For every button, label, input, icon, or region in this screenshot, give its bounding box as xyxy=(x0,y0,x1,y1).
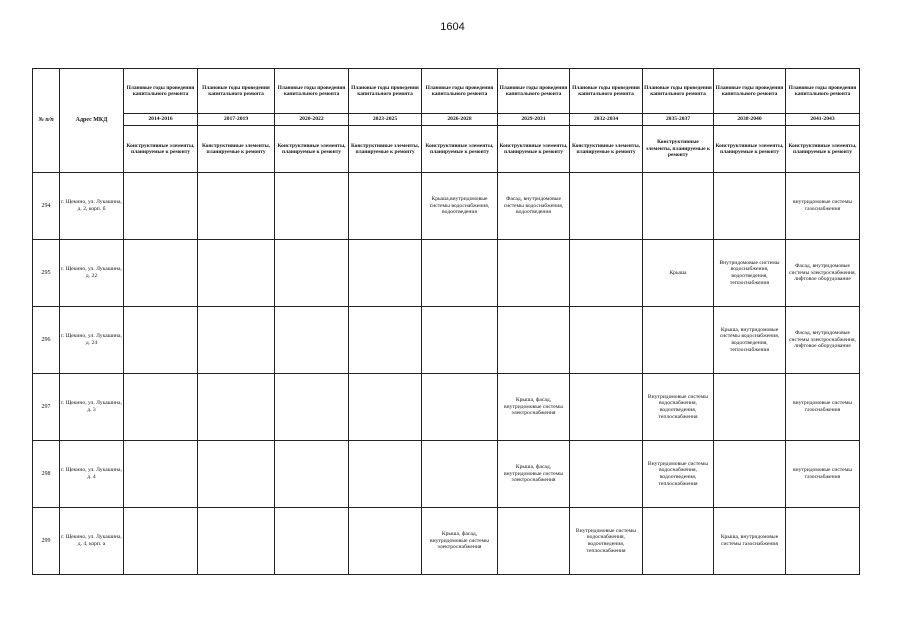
row-address: г. Щекино, ул. Лукашина, д. 4, корп. а xyxy=(60,508,124,575)
period-elements-label: Конструктивные элементы, планируемые к ремонту xyxy=(498,126,570,173)
column-header-address: Адрес МКД xyxy=(60,69,124,173)
planned-works-cell xyxy=(422,441,498,508)
planned-works-cell xyxy=(275,173,349,240)
period-title: Плановые годы проведения капитального ремонта xyxy=(786,69,860,114)
row-address: г. Щекино, ул. Лукашина, д. 22 xyxy=(60,240,124,307)
planned-works-cell xyxy=(124,508,198,575)
planned-works-cell xyxy=(422,374,498,441)
planned-works-cell: Фасад, внутридомовые системы электроснабжения, лифтовое оборудование xyxy=(786,240,860,307)
period-elements-label: Конструктивные элементы, планируемые к ремонту xyxy=(570,126,643,173)
period-years: 2035-2037 xyxy=(643,114,714,126)
planned-works-cell xyxy=(198,240,275,307)
planned-works-cell xyxy=(198,173,275,240)
row-address: г. Щекино, ул. Лукашина, д. 2, корп. б xyxy=(60,173,124,240)
planned-works-cell xyxy=(198,307,275,374)
planned-works-cell: Крыша, фасад, внутридомовые системы электроснабжения xyxy=(498,441,570,508)
planned-works-cell xyxy=(570,173,643,240)
row-address: г. Щекино, ул. Лукашина, д. 4 xyxy=(60,441,124,508)
planned-works-cell xyxy=(275,441,349,508)
planned-works-cell: Внутридомовые системы водоснабжения, водоотведения, теплоснабжения xyxy=(643,374,714,441)
planned-works-cell: Крыша, фасад, внутридомовые системы электроснабжения xyxy=(498,374,570,441)
table-row xyxy=(33,307,860,374)
planned-works-cell: Крыша xyxy=(643,240,714,307)
header-row-years xyxy=(33,114,860,126)
period-title: Плановые годы проведения капитального ремонта xyxy=(570,69,643,114)
planned-works-cell: Внутридомовые системы водоснабжения, водоотведения, теплоснабжения xyxy=(570,508,643,575)
planned-works-cell xyxy=(349,240,422,307)
planned-works-cell xyxy=(124,173,198,240)
planned-works-cell xyxy=(124,240,198,307)
row-number: 294 xyxy=(33,173,60,240)
planned-works-cell xyxy=(349,173,422,240)
period-title: Плановые годы проведения капитального ремонта xyxy=(124,69,198,114)
header-row-titles xyxy=(33,69,860,114)
period-title: Плановые годы проведения капитального ремонта xyxy=(422,69,498,114)
period-years: 2023-2025 xyxy=(349,114,422,126)
table-row xyxy=(33,374,860,441)
period-elements-label: Конструктивные элементы, планируемые к ремонту xyxy=(275,126,349,173)
planned-works-cell: Фасад, внутридомовые системы водоснабжения, водоотведения xyxy=(498,173,570,240)
row-number: 296 xyxy=(33,307,60,374)
planned-works-cell xyxy=(714,441,786,508)
period-years: 2014-2016 xyxy=(124,114,198,126)
period-years: 2032-2034 xyxy=(570,114,643,126)
planned-works-cell xyxy=(643,307,714,374)
row-number: 298 xyxy=(33,441,60,508)
page-number: 1604 xyxy=(440,21,465,33)
planned-works-cell: Крыша, фасад, внутридомовые системы электроснабжения xyxy=(422,508,498,575)
row-address: г. Щекино, ул. Лукашина, д. 3 xyxy=(60,374,124,441)
planned-works-cell: Фасад, внутридомовые системы электроснабжения, лифтовое оборудование xyxy=(786,307,860,374)
header-row-elements xyxy=(33,126,860,173)
planned-works-cell xyxy=(198,374,275,441)
period-title: Плановые годы проведения капитального ремонта xyxy=(498,69,570,114)
column-header-number: № п/п xyxy=(33,69,60,173)
period-elements-label: Конструктивные элементы, планируемые к ремонту xyxy=(422,126,498,173)
period-years: 2038-2040 xyxy=(714,114,786,126)
period-elements-label: Конструктивные элементы, планируемые к ремонту xyxy=(349,126,422,173)
planned-works-cell xyxy=(124,441,198,508)
planned-works-cell xyxy=(349,374,422,441)
table-row xyxy=(33,240,860,307)
planned-works-cell: Внутридомовые системы водоснабжения, водоотведения, теплоснабжения xyxy=(643,441,714,508)
capital-repair-table xyxy=(32,68,860,575)
row-number: 299 xyxy=(33,508,60,575)
planned-works-cell xyxy=(714,173,786,240)
table-row xyxy=(33,173,860,240)
row-address: г. Щекино, ул. Лукашина, д. 24 xyxy=(60,307,124,374)
planned-works-cell xyxy=(198,508,275,575)
planned-works-cell xyxy=(570,307,643,374)
period-title: Плановые годы проведения капитального ремонта xyxy=(714,69,786,114)
period-title: Плановые годы проведения капитального ремонта xyxy=(275,69,349,114)
period-elements-label: Конструктивные элементы, планируемые к ремонту xyxy=(124,126,198,173)
row-number: 297 xyxy=(33,374,60,441)
period-years: 2017-2019 xyxy=(198,114,275,126)
planned-works-cell xyxy=(570,374,643,441)
table-row xyxy=(33,441,860,508)
planned-works-cell xyxy=(275,240,349,307)
period-title: Плановые годы проведения капитального ремонта xyxy=(349,69,422,114)
planned-works-cell xyxy=(498,508,570,575)
period-elements-label: Конструктивные элементы, планируемые к ремонту xyxy=(714,126,786,173)
planned-works-cell: внутридомовые системы газоснабжения xyxy=(786,173,860,240)
planned-works-cell xyxy=(275,508,349,575)
period-title: Плановые годы проведения капитального ремонта xyxy=(643,69,714,114)
planned-works-cell xyxy=(498,307,570,374)
planned-works-cell xyxy=(570,441,643,508)
planned-works-cell xyxy=(124,374,198,441)
period-years: 2029-2031 xyxy=(498,114,570,126)
planned-works-cell xyxy=(570,240,643,307)
period-elements-label: Конструктивные элементы, планируемые к ремонту xyxy=(786,126,860,173)
planned-works-cell: Крыша,внутридомовые системы водоснабжения, водоотведения xyxy=(422,173,498,240)
row-number: 295 xyxy=(33,240,60,307)
planned-works-cell xyxy=(786,508,860,575)
planned-works-cell xyxy=(422,240,498,307)
planned-works-cell xyxy=(124,307,198,374)
period-elements-label: Конструктивные элементы, планируемые к ремонту xyxy=(643,126,714,173)
planned-works-cell xyxy=(498,240,570,307)
planned-works-cell: Крыша, внутридомовые системы газоснабжения xyxy=(714,508,786,575)
planned-works-cell xyxy=(643,173,714,240)
planned-works-cell: внутридомовые системы газоснабжения xyxy=(786,441,860,508)
planned-works-cell: Внутридомовые системы водоснабжения, водоотведения, теплоснабжения xyxy=(714,240,786,307)
planned-works-cell xyxy=(349,307,422,374)
period-years: 2020-2022 xyxy=(275,114,349,126)
period-years: 2026-2028 xyxy=(422,114,498,126)
table-row xyxy=(33,508,860,575)
planned-works-cell xyxy=(275,307,349,374)
planned-works-cell: внутридомовые системы газоснабжения xyxy=(786,374,860,441)
planned-works-cell xyxy=(275,374,349,441)
planned-works-cell xyxy=(422,307,498,374)
period-elements-label: Конструктивные элементы, планируемые к ремонту xyxy=(198,126,275,173)
planned-works-cell xyxy=(198,441,275,508)
period-title: Плановые годы проведения капитального ремонта xyxy=(198,69,275,114)
planned-works-cell xyxy=(643,508,714,575)
planned-works-cell xyxy=(714,374,786,441)
planned-works-cell xyxy=(349,508,422,575)
planned-works-cell xyxy=(349,441,422,508)
period-years: 2041-2043 xyxy=(786,114,860,126)
planned-works-cell: Крыша, внутридомовые системы водоснабжения, водоотведения, теплоснабжения xyxy=(714,307,786,374)
